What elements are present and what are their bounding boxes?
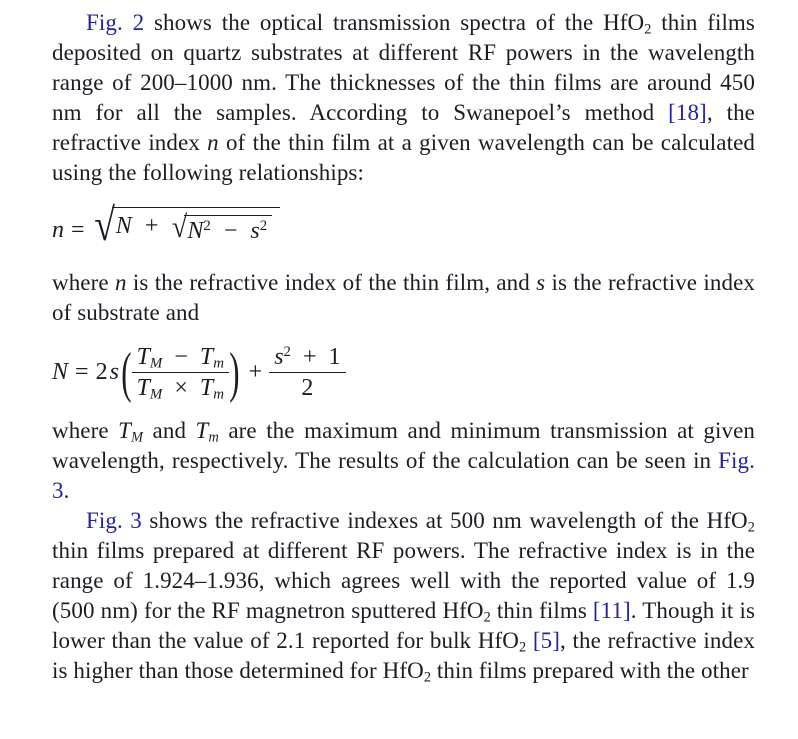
text-run: is the refractive index of substrate and (52, 270, 756, 325)
text-run: T (195, 418, 209, 443)
text-run: where (52, 270, 115, 295)
plus-sign: + (302, 343, 317, 370)
equation-variable: T (136, 374, 150, 401)
text-run: is the refractive index of the thin film, and (126, 270, 537, 295)
radical-sign-icon: √ (172, 209, 188, 244)
equals-sign: = (75, 359, 89, 385)
text-run: shows the optical transmission spectra of the HfO (144, 10, 645, 35)
text-run: and (143, 418, 196, 443)
subscript: 2 (423, 669, 432, 686)
equation-variable: N (115, 213, 132, 239)
subscript: M (149, 355, 163, 372)
plus-sign: + (248, 359, 263, 385)
subscript: m (213, 386, 224, 403)
figure-link[interactable]: Fig. 3 (86, 508, 142, 533)
equation-variable: s (250, 218, 260, 244)
subscript: m (213, 355, 224, 372)
inner-square-root (171, 209, 272, 246)
text-run: n (114, 270, 127, 295)
equals-sign: = (71, 217, 85, 243)
subscript: m (208, 429, 219, 446)
reference-link[interactable]: [5] (532, 628, 561, 653)
subscript: 2 (483, 609, 491, 626)
coefficient: 2 (95, 359, 108, 385)
text-run: . (63, 478, 70, 503)
text-run: of the thin film at a given wavelength can be calculated using the following relationships: (52, 130, 756, 185)
text-run: , the refractive index (52, 100, 755, 155)
radical-sign-icon: √ (93, 199, 115, 250)
text-column (52, 8, 755, 686)
text-run: n (207, 130, 219, 155)
outer-square-root (92, 199, 281, 253)
equation-variable: N (187, 218, 204, 244)
figure-link[interactable]: Fig. 2 (86, 10, 145, 35)
text-run: where (52, 418, 119, 443)
equation-variable: T (199, 374, 214, 401)
figure-link[interactable]: Fig. 3 (52, 448, 755, 503)
exponent: 2 (259, 217, 268, 234)
number: 1 (328, 343, 341, 370)
subscript: 2 (747, 519, 755, 536)
number: 2 (301, 374, 314, 401)
subscript: 2 (644, 21, 652, 38)
text-run: , the refractive index is higher than those determined for HfO (52, 628, 755, 683)
text-run: thin films prepared with the other (431, 658, 749, 683)
equation-variable: s (274, 343, 284, 370)
equation-refractive-index (52, 199, 755, 257)
equation-variable: n (52, 217, 64, 243)
text-run: . Though it is lower than the value of 2.1 reported for bulk HfO (52, 598, 755, 653)
text-run: are the maximum and minimum transmission at given wavelength, respectively. The results of the calculation can be seen in (52, 418, 755, 473)
plus-sign: + (144, 213, 159, 239)
reference-link[interactable]: [18] (668, 100, 707, 125)
paragraph-fig3-discussion (52, 506, 755, 686)
minus-sign: − (174, 343, 188, 370)
text-run: s (536, 270, 546, 295)
paragraph-where-n-s (52, 268, 755, 328)
text-run: thin films deposited on quartz substrates at different RF powers in the wavelength range of 200–1000 nm. The thicknesses of the thin films are around 450 nm for all the samples. According to Swanepoel’s method (52, 10, 755, 125)
equation-variable: T (199, 343, 214, 370)
subscript: M (131, 429, 144, 446)
text-run: shows the refractive indexes at 500 nm wavelength of the HfO (141, 508, 748, 533)
subscript: 2 (519, 639, 527, 656)
equation-N-definition: N = 2 s ( $\frac{T_M - T_m}{T_M \times T_m}$ ) + $\frac{s^2 + 1}{2}$ (52, 340, 755, 404)
equation-variable: s (109, 359, 119, 385)
reference-link[interactable]: [11] (592, 598, 631, 623)
text-run: thin films prepared at different RF powers. The refractive index is in the range of 1.924–1.936, which agrees well with the reported value of 1.9 (500 nm) for the RF magnetron sputtered HfO (52, 538, 755, 623)
transmission-fraction (132, 343, 229, 403)
paragraph-where-TM-Tm (52, 416, 755, 506)
exponent: 2 (283, 343, 291, 360)
subscript: M (149, 386, 163, 403)
exponent: 2 (203, 217, 211, 234)
equation-variable: T (136, 343, 150, 370)
minus-sign: − (223, 218, 238, 244)
text-run (526, 628, 533, 653)
equation-variable: N (52, 359, 69, 385)
substrate-fraction (269, 345, 345, 400)
paragraph-intro-fig2 (52, 8, 755, 188)
text-run: thin films (490, 598, 593, 623)
times-sign: × (174, 374, 188, 401)
text-run: T (118, 418, 132, 443)
